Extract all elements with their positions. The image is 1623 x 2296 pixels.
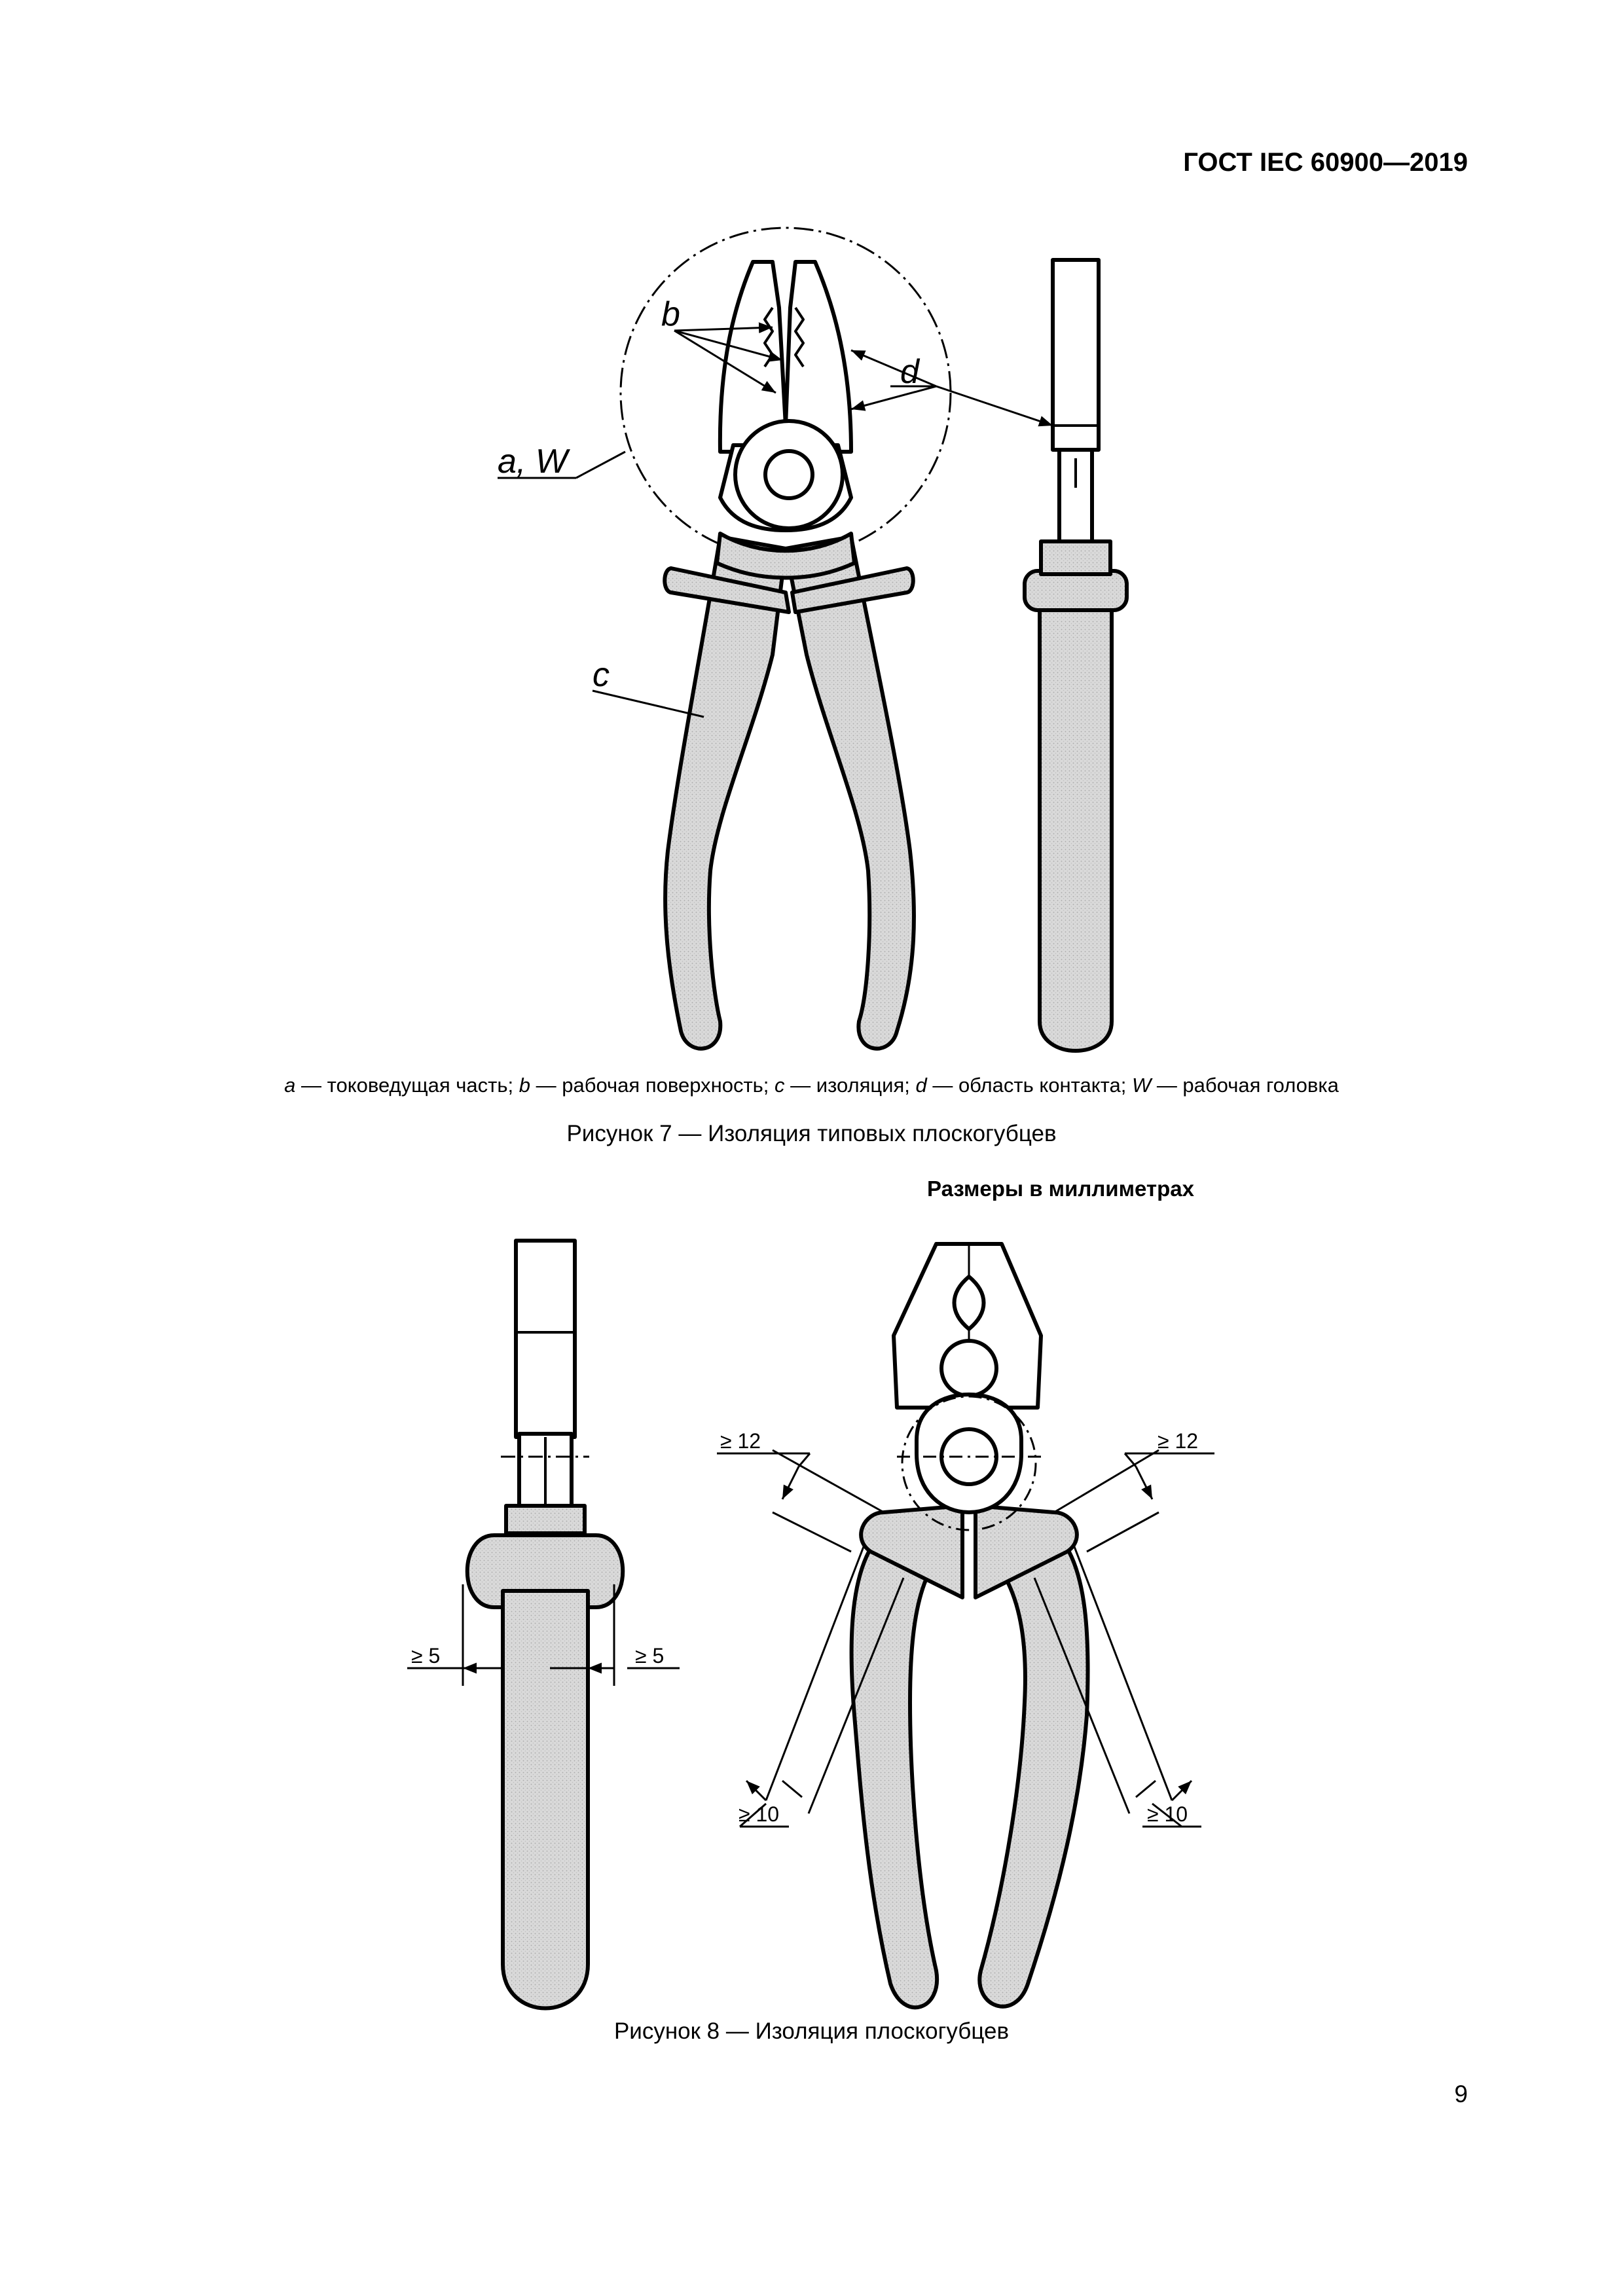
- dim-left-12: ≥ 12: [720, 1429, 761, 1453]
- legend-key-b: b: [519, 1074, 530, 1097]
- units-note: Размеры в миллиметрах: [927, 1176, 1194, 1201]
- legend-key-c: c: [775, 1074, 785, 1097]
- insulation-collar: [717, 534, 854, 578]
- figure7-legend: [131, 1074, 1492, 1097]
- dim-left-10: ≥ 10: [739, 1802, 780, 1826]
- fig8-front-view: [852, 1244, 1088, 2007]
- legend-key-w: W: [1131, 1074, 1152, 1097]
- legend-key-a: a: [284, 1074, 296, 1097]
- fig8-left-handle: [852, 1539, 938, 2007]
- label-aw: a, W: [498, 443, 568, 481]
- legend-key-d: d: [915, 1074, 927, 1097]
- figure7-caption: Рисунок 7 — Изоляция типовых плоскогубцев: [566, 1121, 1057, 1146]
- dim-right-5: ≥ 5: [635, 1644, 665, 1667]
- dim-right-12: ≥ 12: [1158, 1429, 1199, 1453]
- page-number: 9: [1454, 2081, 1468, 2107]
- label-b: b: [661, 295, 680, 333]
- fig7-front-view: [621, 228, 951, 1049]
- dim-right-10: ≥ 10: [1147, 1802, 1188, 1826]
- fig8-side-view: [467, 1241, 623, 2009]
- dim-left-5: ≥ 5: [411, 1644, 441, 1667]
- legend-text-c: — изоляция;: [784, 1074, 916, 1097]
- side-head: [1053, 260, 1099, 450]
- right-handle: [786, 537, 914, 1049]
- label-c: c: [593, 656, 610, 694]
- legend-text-b: — рабочая поверхность;: [530, 1074, 775, 1097]
- legend-text-a: — токоведущая часть;: [295, 1074, 519, 1097]
- left-handle: [665, 537, 786, 1049]
- side-handle: [1040, 610, 1112, 1051]
- legend-text-w: — рабочая головка: [1151, 1074, 1339, 1097]
- side-guard: [1025, 571, 1127, 610]
- legend-text-d: — область контакта;: [926, 1074, 1132, 1097]
- side-collar: [1041, 541, 1110, 574]
- fig8-right-handle: [979, 1539, 1087, 2007]
- pivot-inner: [765, 451, 812, 498]
- standard-header: ГОСТ IEC 60900—2019: [1183, 148, 1468, 177]
- fig7-side-view: [1025, 260, 1127, 1051]
- figure8-caption: Рисунок 8 — Изоляция плоскогубцев: [613, 2018, 1010, 2044]
- label-d: d: [900, 353, 919, 391]
- fig8-side-handle: [503, 1591, 588, 2009]
